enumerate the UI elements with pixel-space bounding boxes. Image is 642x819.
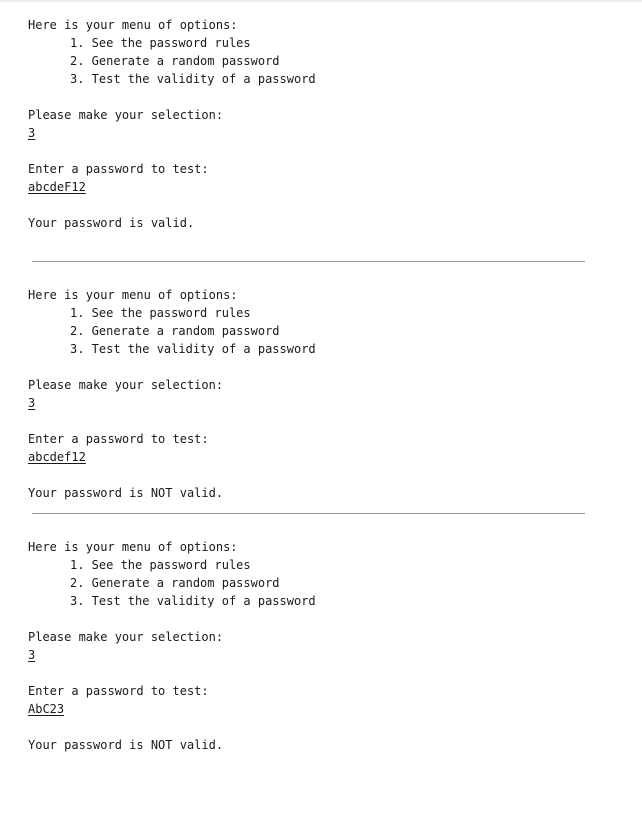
password-input-1: abcdeF12 xyxy=(28,180,86,194)
menu-item-2-1: 1. See the password rules xyxy=(70,306,251,320)
password-prompt-3: Enter a password to test: xyxy=(28,684,209,698)
password-prompt-1: Enter a password to test: xyxy=(28,162,209,176)
result-1: Your password is valid. xyxy=(28,216,195,230)
menu-item-2-2: 2. Generate a random password xyxy=(70,324,280,338)
menu-item-2-3: 3. Test the validity of a password xyxy=(70,342,316,356)
menu-item-3-2: 2. Generate a random password xyxy=(70,576,280,590)
menu-header-3: Here is your menu of options: xyxy=(28,540,238,554)
selection-prompt-1: Please make your selection: xyxy=(28,108,224,122)
menu-item-3-1: 1. See the password rules xyxy=(70,558,251,572)
result-2: Your password is NOT valid. xyxy=(28,486,224,500)
menu-item-1-2: 2. Generate a random password xyxy=(70,54,280,68)
menu-item-3-3: 3. Test the validity of a password xyxy=(70,594,316,608)
menu-item-1-3: 3. Test the validity of a password xyxy=(70,72,316,86)
selection-prompt-3: Please make your selection: xyxy=(28,630,224,644)
menu-header-1: Here is your menu of options: xyxy=(28,18,238,32)
selection-input-3: 3 xyxy=(28,648,36,662)
password-prompt-2: Enter a password to test: xyxy=(28,432,209,446)
selection-input-2: 3 xyxy=(28,396,36,410)
password-input-3: AbC23 xyxy=(28,702,65,716)
divider-2 xyxy=(32,513,585,514)
divider-1 xyxy=(32,261,585,262)
selection-prompt-2: Please make your selection: xyxy=(28,378,224,392)
result-3: Your password is NOT valid. xyxy=(28,738,224,752)
menu-header-2: Here is your menu of options: xyxy=(28,288,238,302)
top-shadow xyxy=(0,0,642,3)
menu-item-1-1: 1. See the password rules xyxy=(70,36,251,50)
password-input-2: abcdef12 xyxy=(28,450,86,464)
selection-input-1: 3 xyxy=(28,126,36,140)
